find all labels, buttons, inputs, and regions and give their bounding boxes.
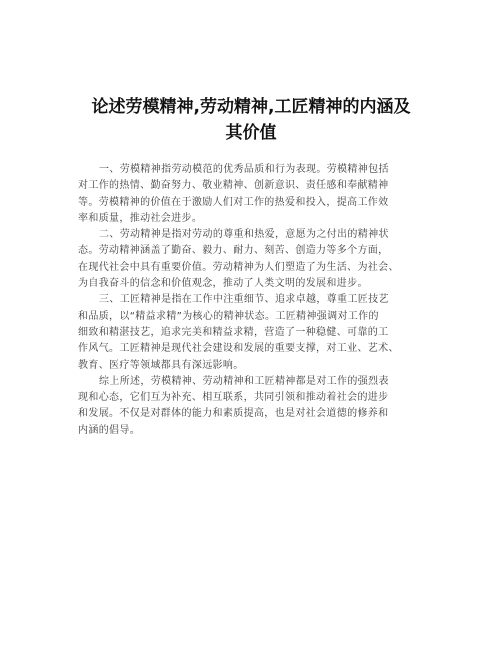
paragraph-line: 教育、医疗等领域都具有深远影响。 <box>78 359 244 371</box>
paragraph-line: 现和心态，它们互为补充、相互联系，共同引领和推动着社会的进步 <box>78 392 389 404</box>
paragraph-labor-spirit <box>78 227 428 292</box>
document-title-line-2: 其价值 <box>225 123 277 143</box>
paragraph-line: 综上所述，劳模精神、劳动精神和工匠精神都是对工作的强烈表 <box>99 375 389 387</box>
paragraph-line: 对工作的热情、勤奋努力、敬业精神、创新意识、责任感和奉献精神 <box>78 180 389 192</box>
paragraph-line: 三、工匠精神是指在工作中注重细节、追求卓越，尊重工匠技艺 <box>99 294 389 306</box>
paragraph-line: 二、劳动精神是指对劳动的尊重和热爱，意愿为之付出的精神状 <box>99 229 389 241</box>
paragraph-line: 在现代社会中具有重要价值。劳动精神为人们塑造了为生活、为社会、 <box>78 261 399 273</box>
paragraph-labor-model-spirit <box>78 162 428 227</box>
paragraph-line: 和发展。不仅是对群体的能力和素质提高，也是对社会道德的修养和 <box>78 408 389 420</box>
paragraph-line: 等。劳模精神的价值在于激励人们对工作的热爱和投入，提高工作效 <box>78 196 389 208</box>
paragraph-line: 作风气。工匠精神是现代社会建设和发展的重要支撑，对工业、艺术、 <box>78 343 399 355</box>
document-body <box>78 162 428 439</box>
paragraph-line: 内涵的倡导。 <box>78 424 141 436</box>
paragraph-craftsman-spirit <box>78 292 428 373</box>
document-title-line-1: 论述劳模精神,劳动精神,工匠精神的内涵及 <box>91 97 411 117</box>
paragraph-line: 和品质，以“精益求精”为核心的精神状态。工匠精神强调对工作的 <box>78 310 379 322</box>
paragraph-line: 为自我奋斗的信念和价值观念，推动了人类文明的发展和进步。 <box>78 278 368 290</box>
paragraph-conclusion <box>78 374 428 439</box>
paragraph-line: 率和质量，推动社会进步。 <box>78 212 203 224</box>
paragraph-line: 细致和精湛技艺，追求完美和精益求精，营造了一种稳健、可靠的工 <box>78 326 389 338</box>
paragraph-line: 一、劳模精神指劳动模范的优秀品质和行为表现。劳模精神包括 <box>99 164 389 175</box>
paragraph-line: 态。劳动精神涵盖了勤奋、毅力、耐力、刻苦、创造力等多个方面， <box>78 245 389 257</box>
